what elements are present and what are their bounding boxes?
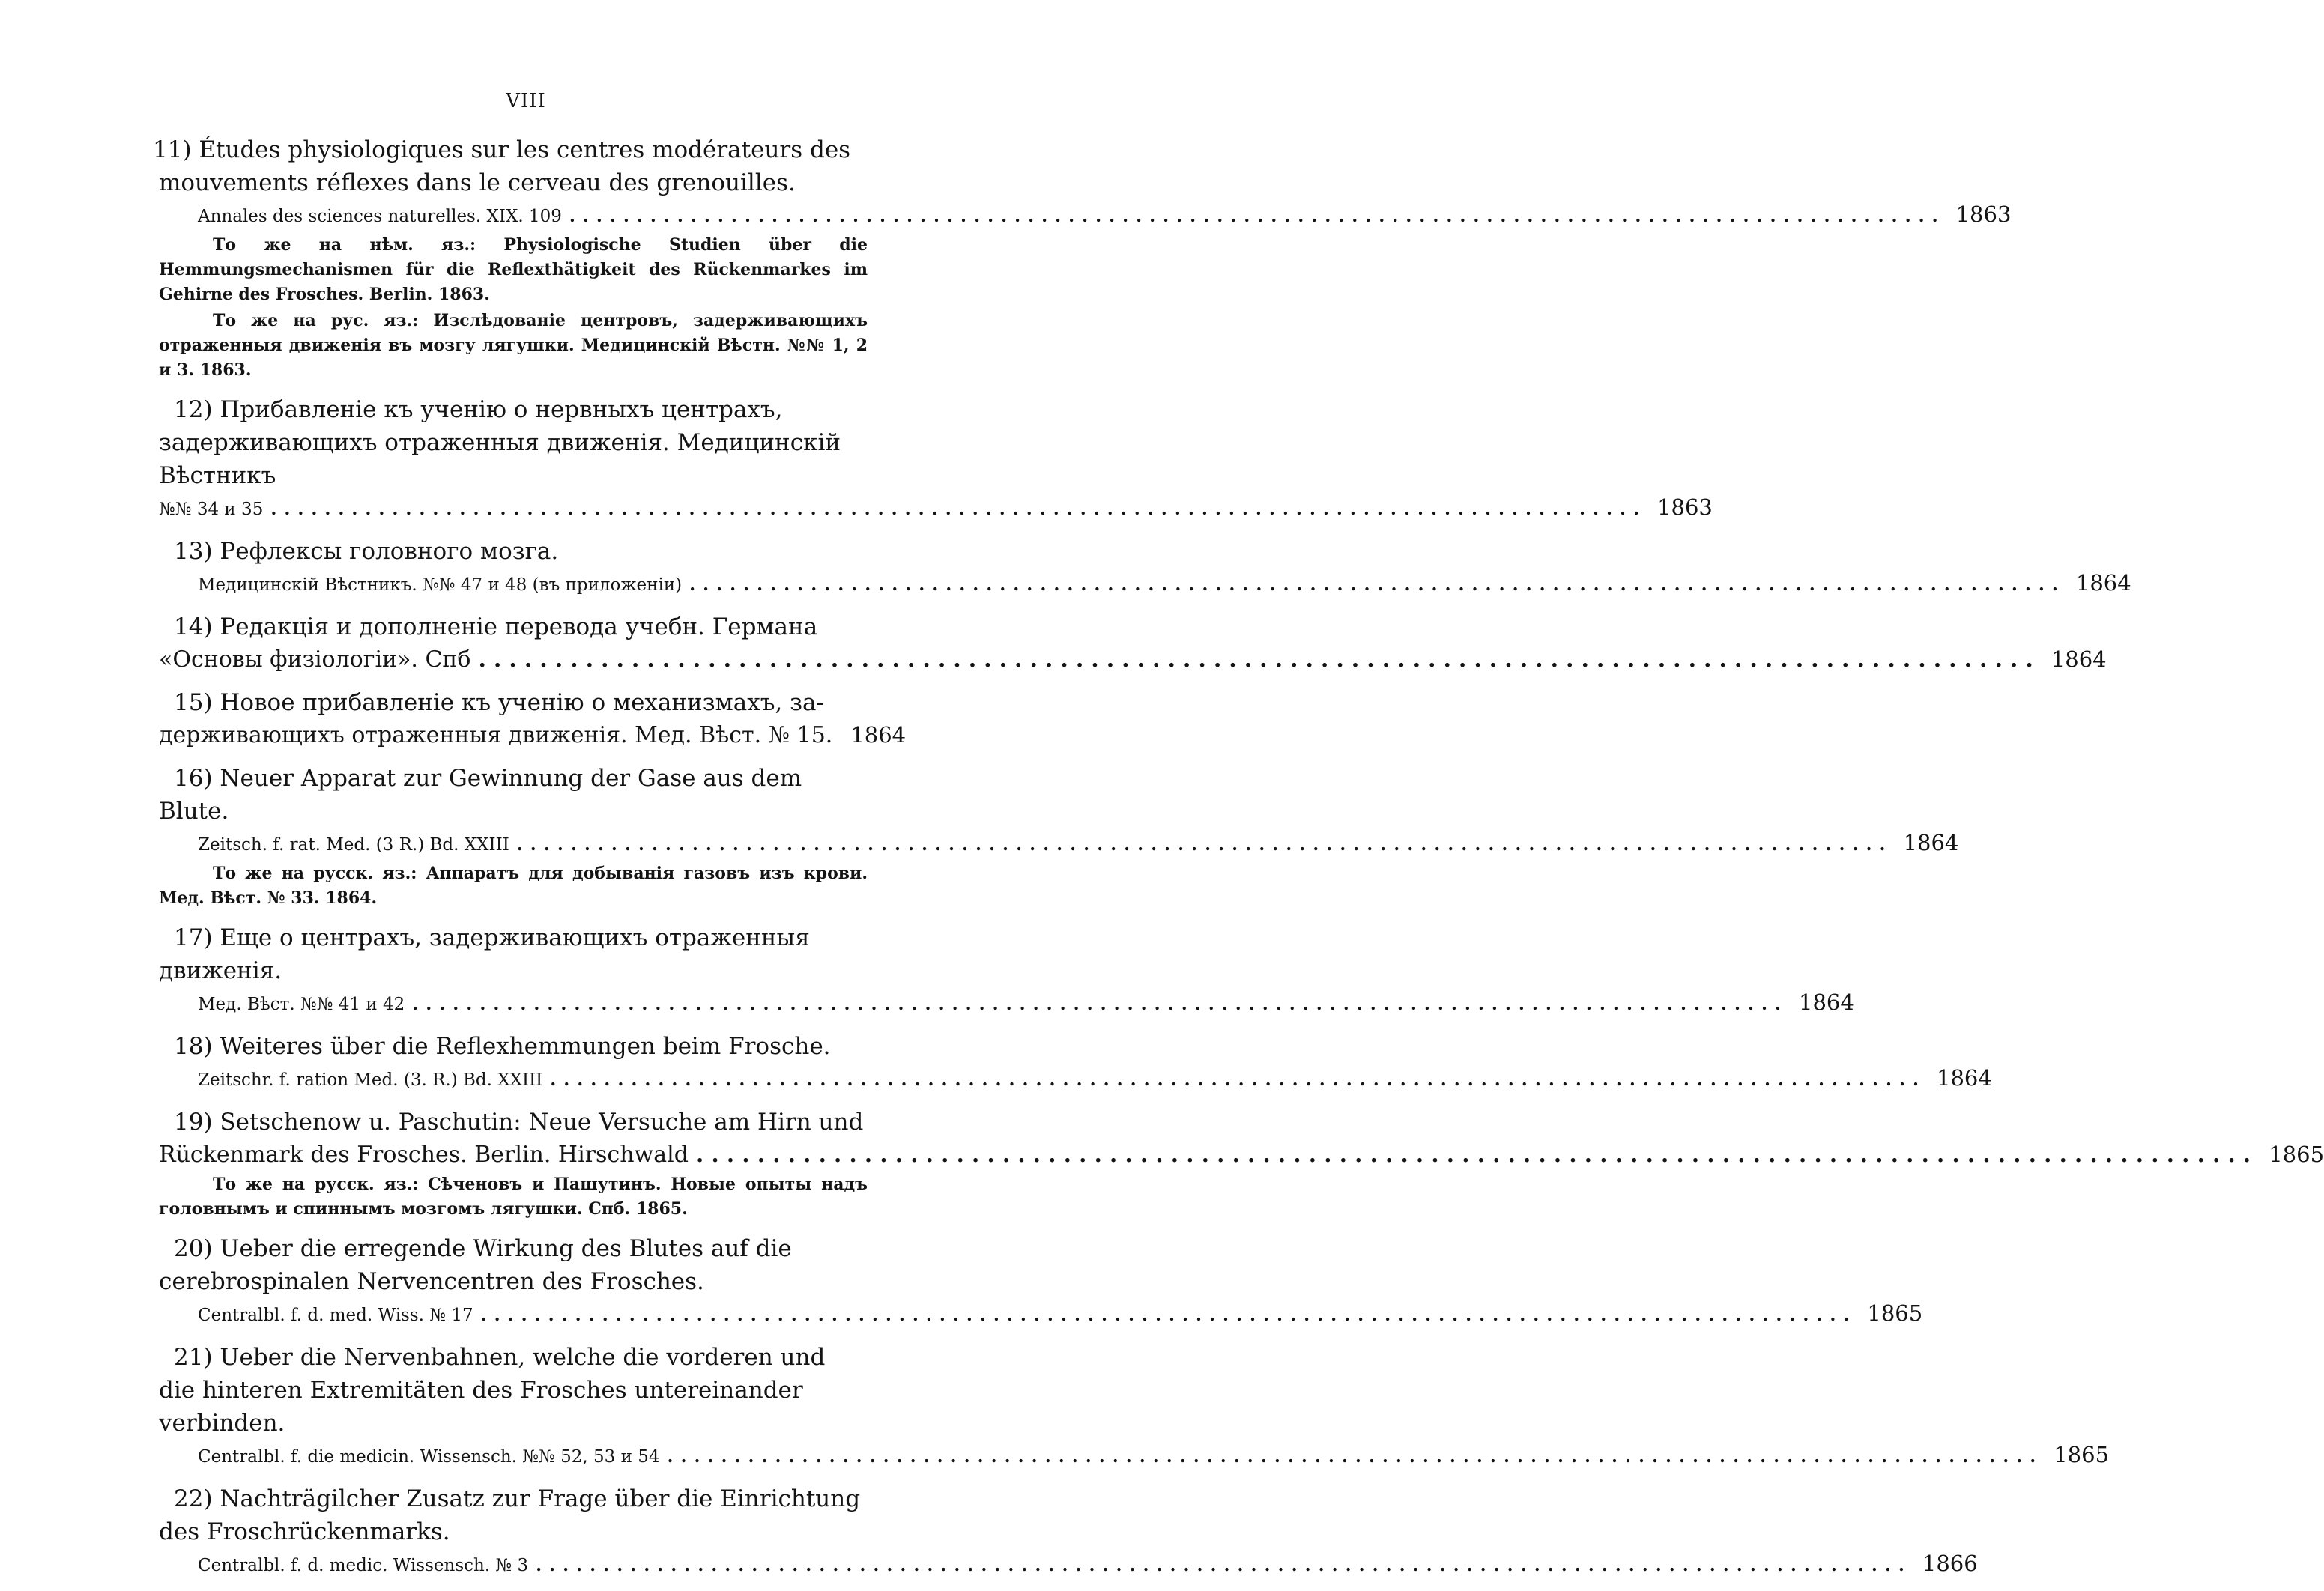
bibliography-entry-14	[159, 610, 2107, 676]
leader-dots: ......................................................................................................	[478, 646, 2041, 673]
leader-dots: ......................................................................................................	[569, 206, 1946, 226]
entry-title: 14) Редакція и дополненіе перевода учебн. Германа	[174, 613, 818, 640]
entry-title: 12) Прибавленіе къ ученію о нервныхъ центрахъ, задерживающихъ отраженныя движенія. Медицинскій Вѣстникъ	[159, 396, 841, 489]
publication-source: Zeitsch. f. rat. Med. (3 R.) Bd. XXIII	[198, 835, 509, 855]
bibliography-entry-15	[159, 686, 907, 751]
entry-title: 18) Weiteres über die Reflexhemmungen beim Frosche.	[174, 1033, 831, 1060]
bibliography-entry-12	[159, 393, 1713, 524]
entry-publication	[159, 199, 2012, 231]
bibliography-entry-13	[159, 535, 2131, 600]
leader-dots: ......................................................................................................	[695, 1142, 2259, 1168]
publication-source: Centralbl. f. die medicin. Wissensch. №№ 52, 53 и 54	[198, 1447, 660, 1467]
bibliography-entry-11	[153, 133, 2012, 383]
entry-publication	[159, 828, 1959, 860]
leader-dots: ......................................................................................................	[516, 834, 1893, 855]
entry-publication	[159, 1063, 1992, 1095]
publication-source: Centralbl. f. d. med. Wiss. № 17	[198, 1306, 473, 1325]
bibliography-entry-17	[159, 921, 1854, 1019]
publication-source: Мед. Вѣст. №№ 41 и 42	[198, 995, 405, 1014]
publication-year: 1863	[1955, 201, 2012, 227]
entry-publication	[159, 643, 2107, 676]
publication-source: держивающихъ отраженныя движенія. Мед. Вѣст. № 15.	[159, 722, 833, 748]
publication-year: 1864	[1799, 990, 1854, 1015]
translation-note: То же на русск. яз.: Сѣченовъ и Пашутинъ. Новые опыты надъ головнымъ и спиннымъ мозгомъ лягушки. Спб. 1865.	[159, 1175, 868, 1219]
entry-publication	[159, 1548, 1978, 1581]
leader-dots: ......................................................................................................	[689, 575, 2066, 595]
translation-note: То же на русск. яз.: Аппаратъ для добыванія газовъ изъ крови. Мед. Вѣст. № 33. 1864.	[159, 864, 868, 908]
entry-publication	[159, 568, 2131, 600]
page-number: VIII	[506, 90, 546, 112]
bibliography-entry-20	[159, 1232, 1923, 1330]
bibliography-entry-18	[159, 1030, 1992, 1095]
publication-year: 1864	[2075, 570, 2131, 596]
translation-note: То же на нѣм. яз.: Physiologische Studien über die Hemmungsmechanismen für die Reflexthätigkeit des Rückenmarkes im Gehirne des Frosches. Berlin. 1863.	[159, 235, 868, 304]
publication-year: 1865	[2269, 1142, 2324, 1167]
publication-year: 1863	[1657, 494, 1713, 520]
publication-year: 1865	[2054, 1442, 2110, 1467]
entry-title: 20) Ueber die erregende Wirkung des Blutes auf die cerebrospinalen Nervencentren des Frosches.	[159, 1235, 792, 1295]
bibliography-entry-16	[159, 762, 1959, 911]
entry-title: 22) Nachträgilcher Zusatz zur Frage über die Einrichtung des Froschrückenmarks.	[159, 1485, 861, 1545]
bibliography-entry-22	[159, 1482, 1978, 1581]
publication-source: Centralbl. f. d. medic. Wissensch. № 3	[198, 1556, 529, 1575]
publication-source: Rückenmark des Frosches. Berlin. Hirschwald	[159, 1142, 689, 1168]
entry-title: 21) Ueber die Nervenbahnen, welche die vorderen und die hinteren Extremitäten des Frosches untereinander verbinden.	[159, 1344, 826, 1437]
leader-dots: ......................................................................................................	[667, 1446, 2044, 1467]
entry-title: 19) Setschenow u. Paschutin: Neue Versuche am Hirn und	[174, 1109, 864, 1136]
entry-publication	[159, 987, 1854, 1019]
entry-publication	[159, 492, 1713, 524]
leader-dots: ......................................................................................................	[480, 1305, 1857, 1325]
publication-source: Zeitschr. f. ration Med. (3. R.) Bd. XXIII	[198, 1070, 543, 1090]
publication-source: Медицинскій Вѣстникъ. №№ 47 и 48 (въ приложеніи)	[198, 575, 683, 595]
publication-year: 1865	[1867, 1300, 1923, 1326]
entry-title: 15) Новое прибавленіе къ ученію о механизмахъ, за-	[174, 689, 824, 716]
publication-source: «Основы физіологіи». Спб	[159, 646, 471, 673]
leader-dots: ......................................................................................................	[550, 1070, 1927, 1090]
publication-year: 1864	[1937, 1065, 1992, 1091]
entry-title: 16) Neuer Apparat zur Gewinnung der Gase aus dem Blute.	[159, 765, 802, 825]
translation-note: То же на рус. яз.: Изслѣдованіе центровъ, задерживающихъ отраженныя движенія въ мозгу лягушки. Медицинскій Вѣстн. №№ 1, 2 и 3. 1863.	[159, 311, 868, 380]
publication-year: 1864	[2051, 646, 2107, 672]
leader-dots: ......................................................................................................	[270, 499, 1647, 519]
bibliography-entry-19	[159, 1106, 2324, 1222]
publication-source: Annales des sciences naturelles. XIX. 109	[198, 207, 562, 226]
entry-publication	[159, 1440, 2110, 1472]
bibliography-list	[153, 133, 2324, 1591]
entry-publication	[159, 1298, 1923, 1330]
entry-title: 17) Еще о центрахъ, задерживающихъ отраженныя движенія.	[159, 924, 810, 984]
entry-publication	[159, 1139, 2324, 1171]
entry-publication	[159, 719, 907, 751]
entry-title: 13) Рефлексы головного мозга.	[174, 538, 559, 565]
leader-dots: ......................................................................................................	[412, 994, 1789, 1014]
publication-year: 1864	[1903, 830, 1959, 855]
publication-source: №№ 34 и 35	[159, 500, 264, 519]
bibliography-entry-21	[159, 1341, 2110, 1472]
publication-year: 1866	[1922, 1551, 1978, 1576]
publication-year: 1864	[850, 722, 907, 748]
leader-dots: ......................................................................................................	[536, 1555, 1912, 1575]
entry-title: 11) Études physiologiques sur les centres modérateurs des mouvements réflexes dans le cerveau des grenouilles.	[153, 136, 851, 196]
